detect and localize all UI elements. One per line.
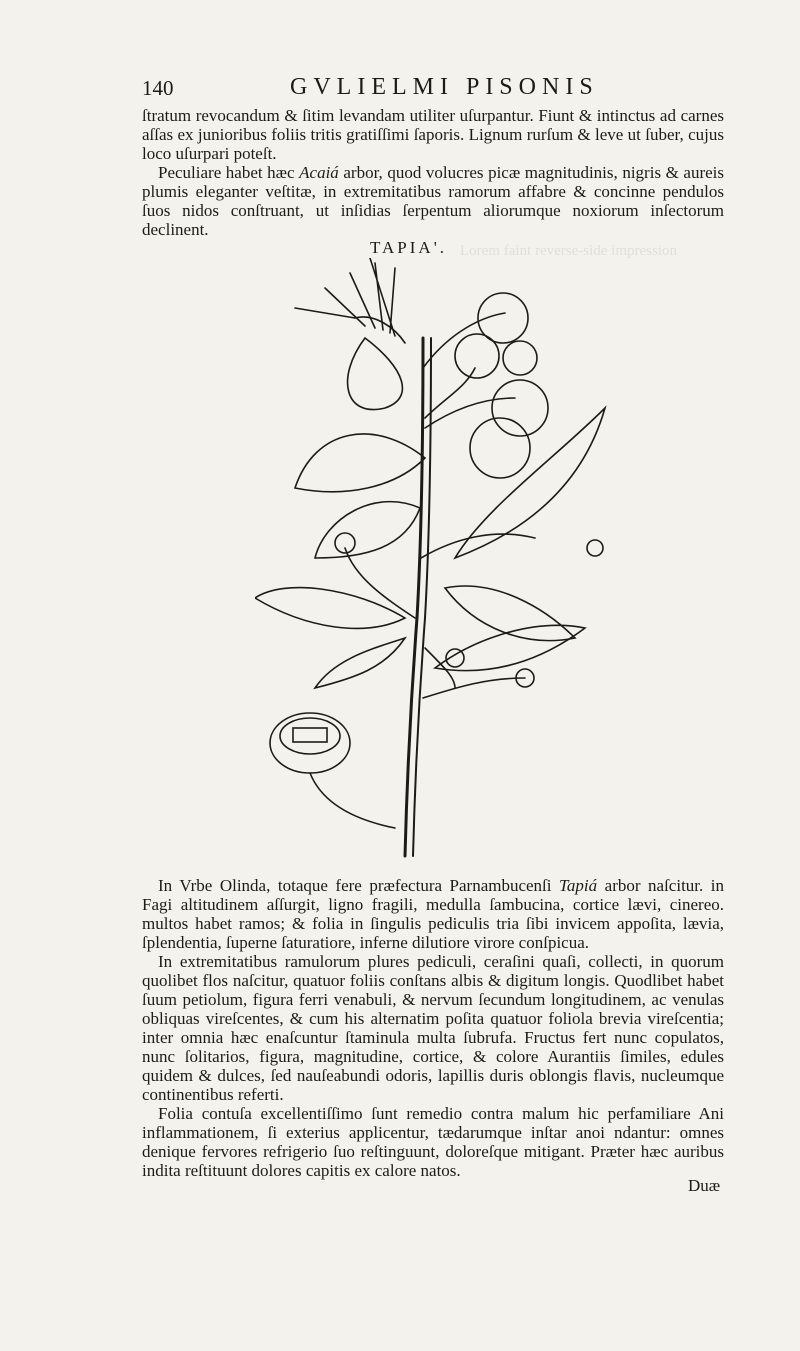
bottom-text-block (142, 876, 724, 1180)
text-run: Peculiare habet hæc (158, 163, 300, 182)
top-paragraph-1: ſtratum revocandum & ſitim levandam utiliter uſurpantur. Fiunt & intinctus ad carnes aſſas ex junioribus foliis tritis gratiſſimi ſaporis. Lignum rurſum & leve ut ſuber, cujus loco uſurpari poteſt. (142, 106, 724, 163)
page-header (142, 74, 722, 104)
bleed-through-text: Lorem faint reverse-side impression (460, 243, 678, 259)
tapia-plant-illustration (255, 258, 615, 858)
italic-term: Acaiá (299, 163, 339, 182)
bottom-paragraph-2: In extremitatibus ramulorum plures pediculi, ceraſini quaſi, collecti, in quorum quolibet flos naſcitur, quatuor foliis conſtans albis & digitum longis. Quodlibet habet ſuum petiolum, figura ferri venabuli, & nervum ſecundum longitudinem, ac venulas obliquas vireſcentes, & cum his alternatim poſita quatuor foliola brevia vireſcentia; inter omnia hæc enaſcuntur ſtaminula multa ſubrufa. Fructus fert nunc copulatos, nunc ſolitarios, figura, magnitudine, cortice, & colore Aurantiis ſimiles, edules quidem & dulces, ſed nauſeabundi odoris, lapillis duris oblongis flavis, nucleumque continentibus referti. (142, 952, 724, 1104)
running-head: GVLIELMI PISONIS (290, 74, 599, 100)
bottom-paragraph-3: Folia contuſa excellentiſſimo ſunt remedio contra malum hic perfamiliare Ani inflammationem, ſi exterius applicentur, tædarumque inſtar anoi ndantur: omnes denique fervores refrigerio ſuo reſtinguunt, doloreſque mitigant. Præter hæc auribus indita reſtituunt dolores capitis ex calore natos. (142, 1104, 724, 1180)
text-run: arbor naſcitur. in Fagi altitudinem aſſurgit, ligno fragili, medulla ſambucina, cortice lævi, cinereo. multos habet ramos; & folia in ſingulis pediculis tria ſibi invicem appoſita, lævia, ſplendentia, ſuperne ſaturatiore, inferne dilutiore virore conſpicua. (142, 876, 724, 952)
page-number: 140 (142, 76, 174, 100)
italic-term: Tapiá (559, 876, 598, 895)
top-text-block (142, 106, 724, 239)
text-run: arbor, quod volucres picæ magnitudinis, nigris & aureis plumis eleganter veſtitæ, in extremitatibus ramorum affabre & concinne pendulos ſuos nidos conſtruant, ut inſidias ſerpentum aliorumque noxiorum inſectorum declinent. (142, 163, 724, 239)
catchword: Duæ (688, 1176, 721, 1195)
bottom-paragraph-1 (142, 876, 724, 952)
text-run: In Vrbe Olinda, totaque fere præfectura Parnambucenſi (158, 876, 560, 895)
figure-title: TAPIA'. (370, 238, 448, 257)
top-paragraph-2 (142, 163, 724, 239)
